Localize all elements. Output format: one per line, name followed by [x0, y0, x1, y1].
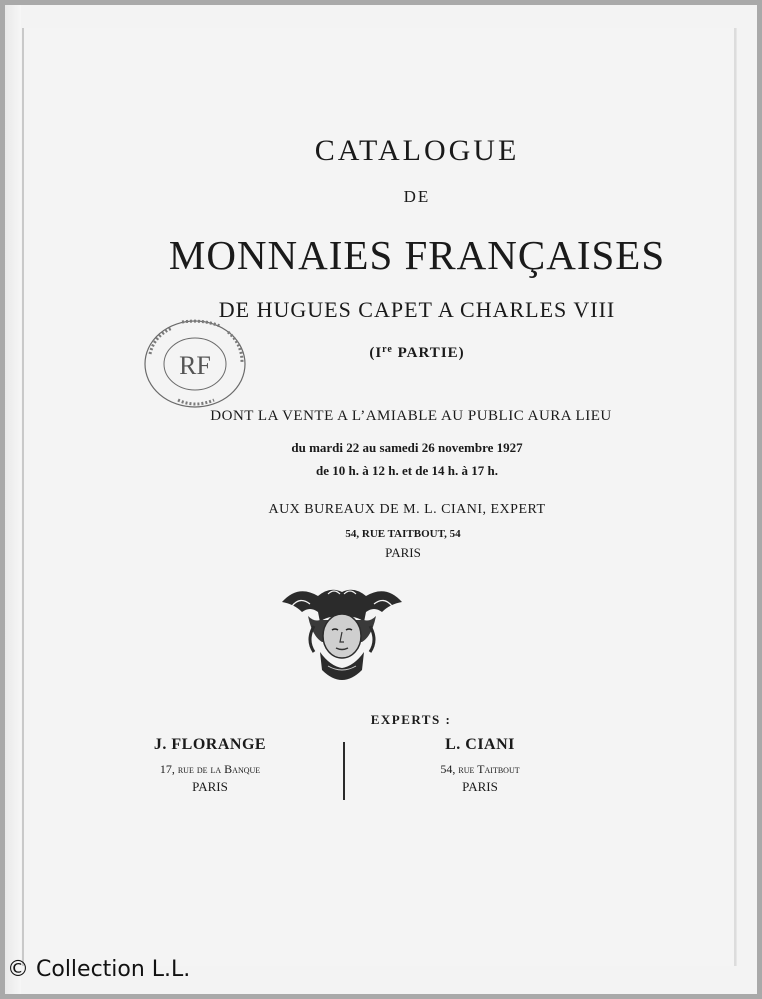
copyright-notice: © Collection L.L.: [7, 957, 191, 982]
sale-announcement: DONT LA VENTE A L’AMIABLE AU PUBLIC AURA LIEU: [210, 408, 612, 424]
expert-left-city: PARIS: [192, 779, 228, 794]
stamp-initials: RF: [179, 351, 211, 380]
library-stamp-icon: [142, 318, 248, 410]
experts-heading: EXPERTS :: [370, 712, 452, 727]
expert-florange: [105, 736, 315, 795]
sale-hours: de 10 h. à 12 h. et de 14 h. à 17 h.: [315, 463, 499, 478]
venue-city: PARIS: [385, 545, 421, 560]
experts-divider: [343, 742, 345, 800]
title-catalogue: CATALOGUE: [314, 134, 520, 167]
expert-left-address: 17, rue de la Banque: [159, 762, 261, 776]
part-open: (I: [369, 345, 383, 361]
expert-right-address: 54, rue Taitbout: [440, 762, 520, 776]
title-subtitle: DE HUGUES CAPET A CHARLES VIII: [218, 297, 616, 322]
part-rest: PARTIE): [392, 345, 465, 361]
medusa-ornament-icon: [278, 582, 406, 684]
binding-gutter: [5, 5, 21, 994]
page-edge: [734, 28, 736, 966]
catalogue-page: [22, 28, 736, 966]
sale-dates: du mardi 22 au samedi 26 novembre 1927: [291, 440, 523, 455]
expert-right-name: L. CIANI: [445, 736, 515, 753]
venue-street: 54, RUE TAITBOUT, 54: [345, 528, 461, 540]
title-monnaies-francaises: MONNAIES FRANÇAISES: [168, 232, 666, 278]
expert-right-city: PARIS: [462, 779, 498, 794]
title-de: DE: [403, 187, 431, 206]
venue-line: AUX BUREAUX DE M. L. CIANI, EXPERT: [268, 502, 546, 517]
part-sup: re: [382, 344, 393, 355]
expert-left-name: J. FLORANGE: [153, 736, 267, 753]
expert-ciani: [375, 736, 585, 795]
